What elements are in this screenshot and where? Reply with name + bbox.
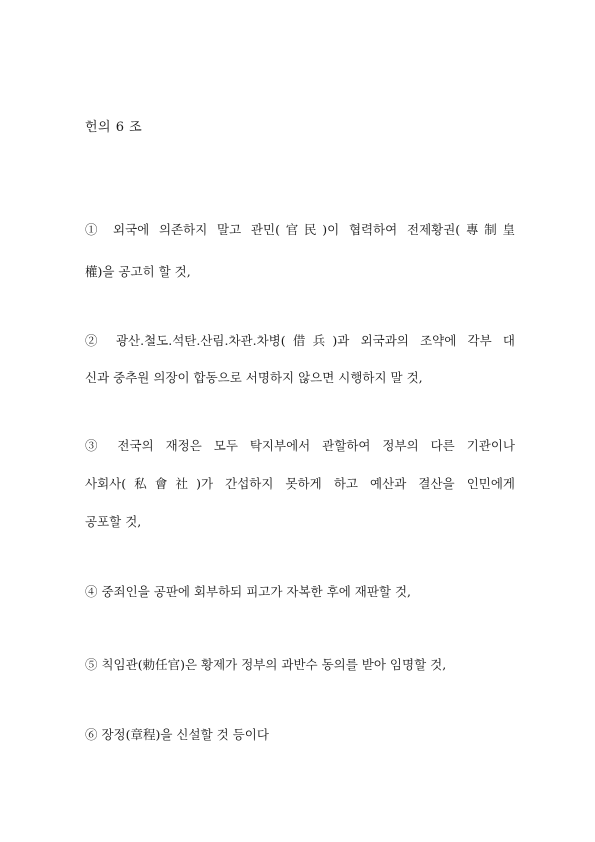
item-1-line-1: ① 외국에 의존하지 말고 관민(官民)이 협력하여 전제황권(專制皇 bbox=[85, 222, 515, 237]
item-3-line-3: 공포할 것, bbox=[85, 514, 142, 529]
item-4-line-1: ④ 중죄인을 공판에 회부하되 피고가 자복한 후에 재판할 것, bbox=[85, 584, 411, 599]
document-title: 헌의 6 조 bbox=[85, 120, 143, 135]
item-6-line-1: ⑥ 장정(章程)을 신설할 것 등이다 bbox=[85, 727, 269, 742]
item-5-line-1: ⑤ 칙임관(勅任官)은 황제가 정부의 과반수 동의를 받아 임명할 것, bbox=[85, 657, 447, 672]
item-2-line-1: ② 광산.철도.석탄.산림.차관.차병(借兵)과 외국과의 조약에 각부 대 bbox=[85, 333, 515, 348]
item-3-line-2: 사회사(私會社)가 간섭하지 못하게 하고 예산과 결산을 인민에게 bbox=[85, 476, 515, 491]
item-3-line-1: ③ 전국의 재정은 모두 탁지부에서 관할하여 정부의 다른 기관이나 bbox=[85, 438, 515, 453]
item-2-line-2: 신과 중추원 의장이 합동으로 서명하지 않으면 시행하지 말 것, bbox=[85, 370, 423, 385]
item-1-line-2: 權)을 공고히 할 것, bbox=[85, 264, 191, 279]
